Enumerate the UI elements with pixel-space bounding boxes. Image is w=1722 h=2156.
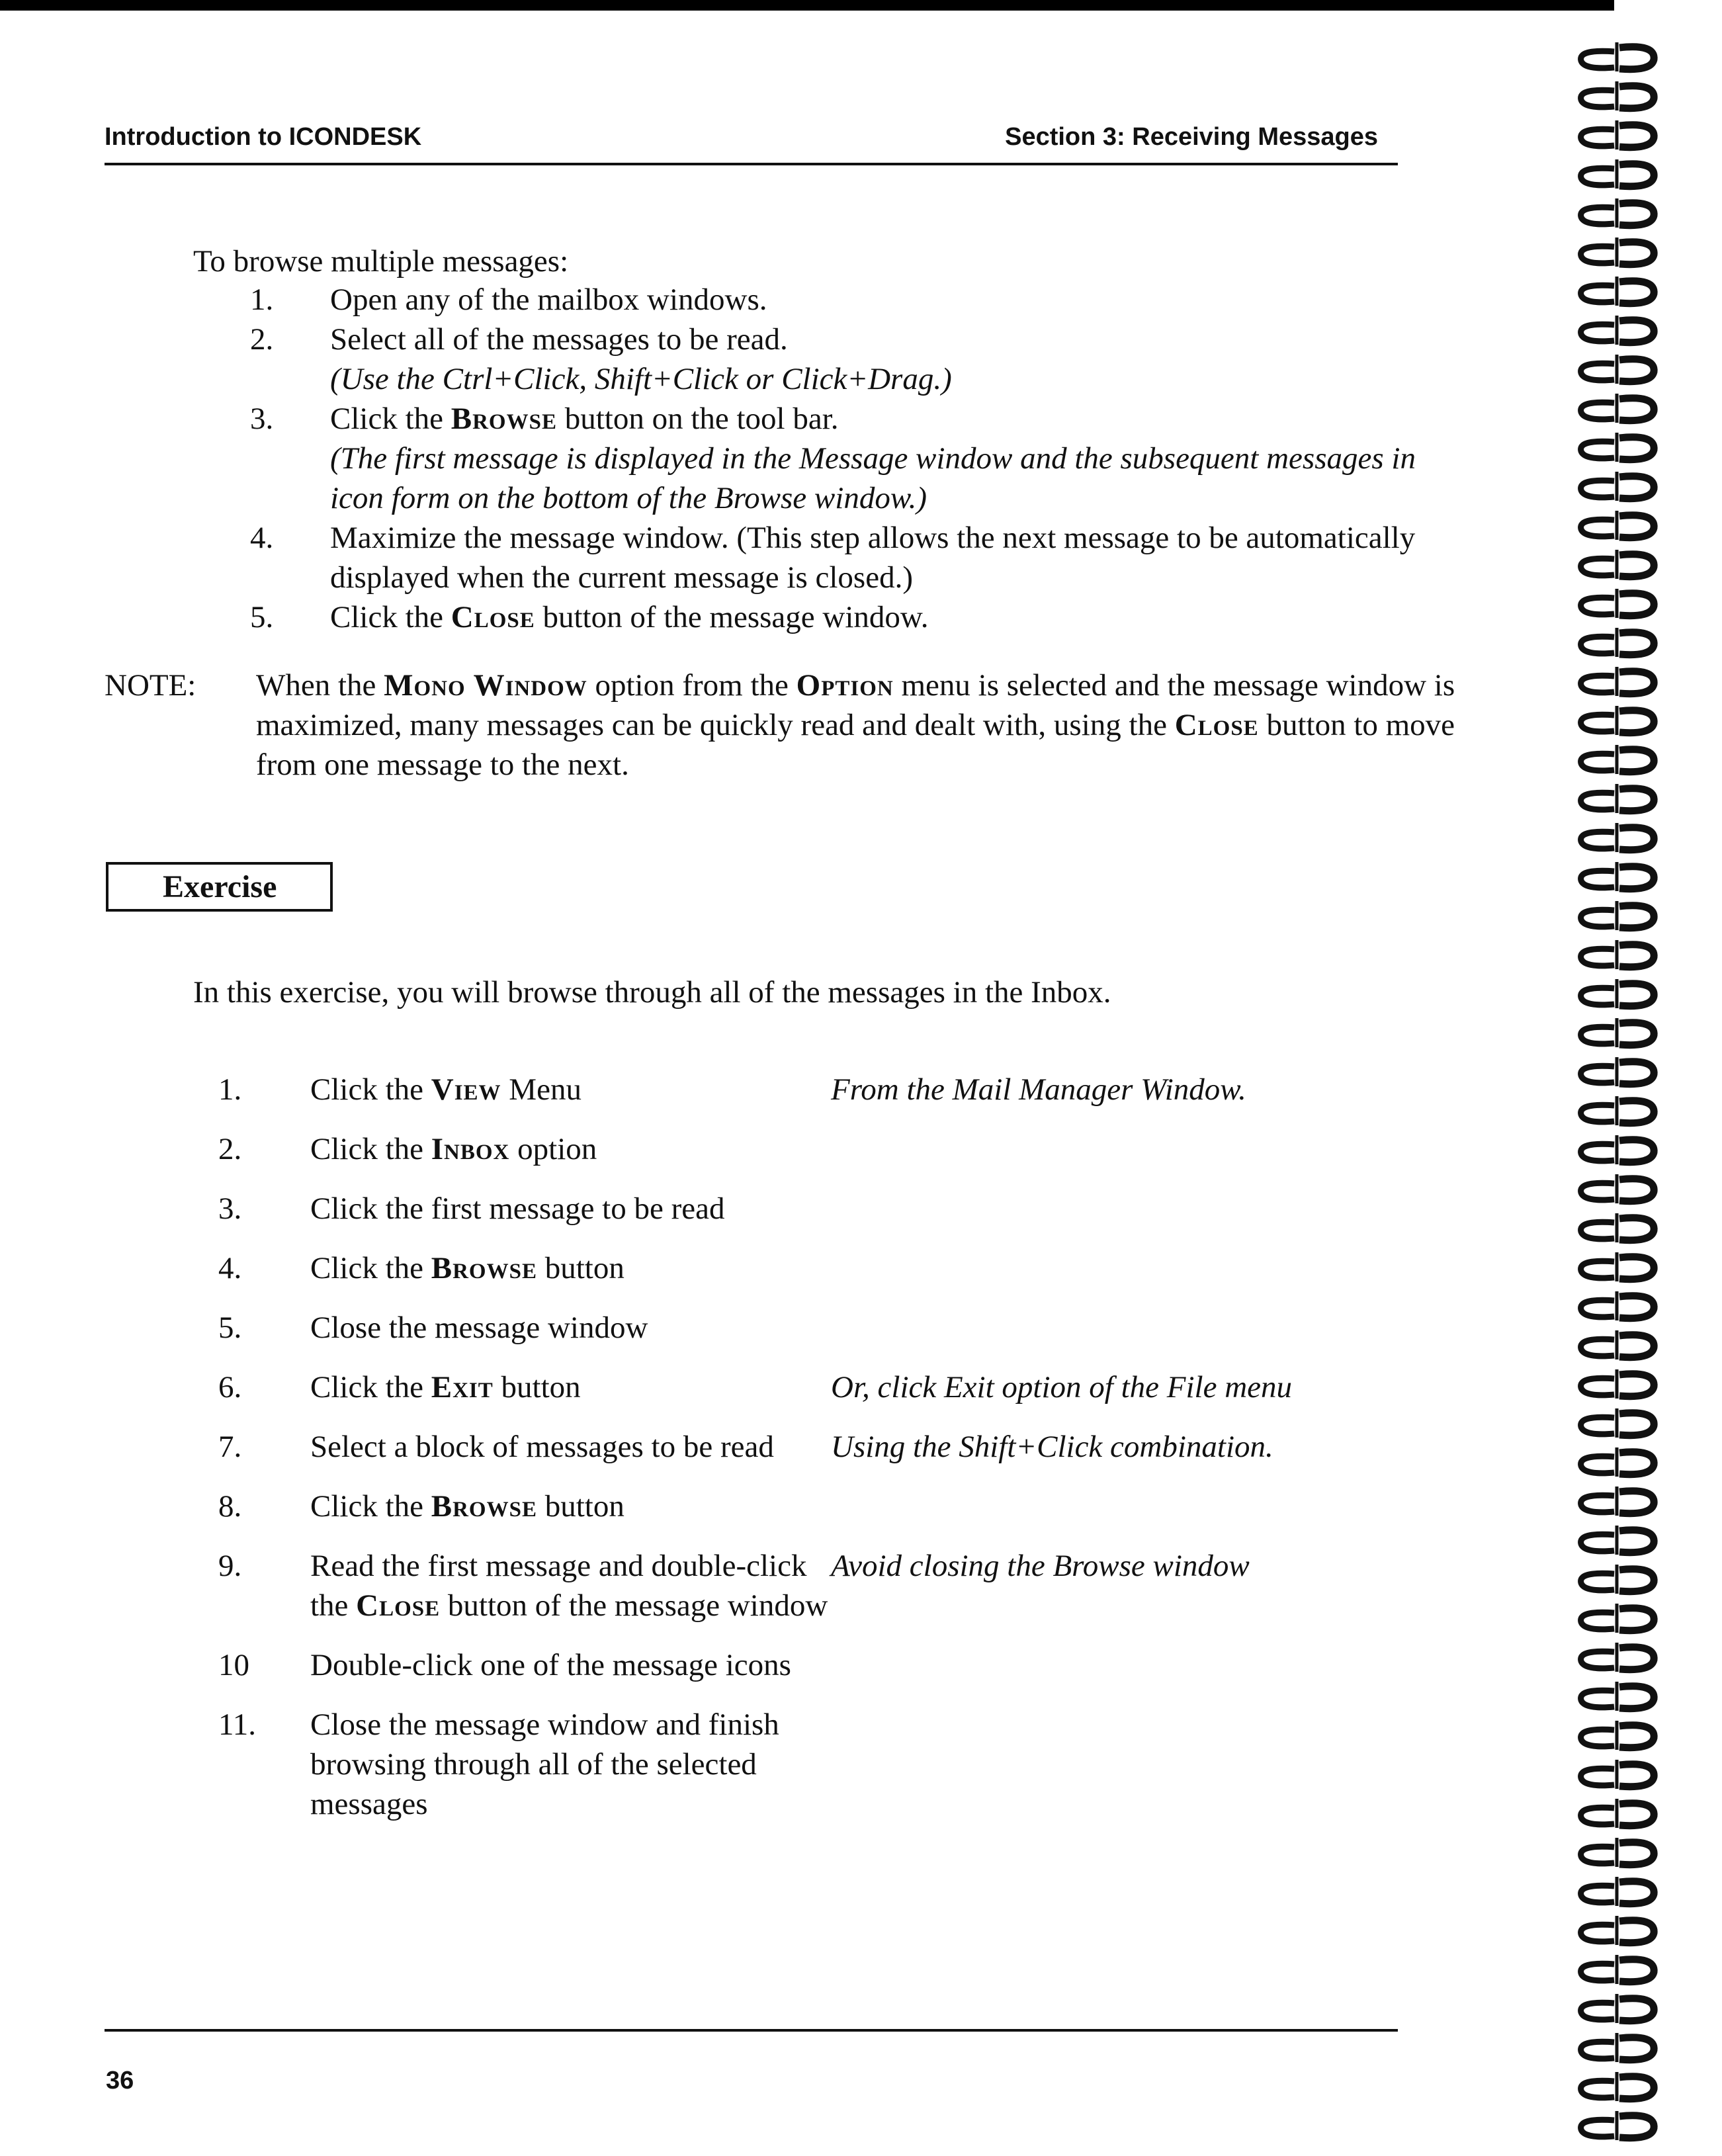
step-comment — [831, 1308, 1393, 1348]
step-instruction — [310, 1546, 831, 1625]
step-instruction — [310, 1308, 831, 1348]
step-number: 4. — [218, 1251, 242, 1285]
step-key: Close — [356, 1588, 441, 1623]
step-number: 1. — [218, 1072, 242, 1107]
step-text-pre: Double-click one of the message icons — [310, 1648, 791, 1682]
key-close: Close — [451, 600, 535, 634]
step-number: 9. — [218, 1549, 242, 1583]
step-note: (The first message is displayed in the Message window and the subsequent messages in icon form on the bottom of the Browse window.) — [330, 441, 1416, 515]
step-text-post: Menu — [501, 1072, 581, 1107]
step-number: 4. — [250, 521, 274, 555]
header-title: Introduction to ICONDESK — [105, 123, 422, 151]
browse-step — [250, 399, 1441, 518]
browse-steps — [250, 280, 1441, 637]
step-body — [330, 320, 1441, 399]
exercise-heading: Exercise — [163, 869, 277, 904]
step-number: 7. — [218, 1430, 242, 1464]
note-text-part: When the — [256, 668, 384, 703]
exercise-step — [218, 1129, 1442, 1169]
step-instruction — [310, 1705, 831, 1824]
step-text-pre: Close the message window — [310, 1311, 648, 1345]
step-text-pre: Click the — [330, 402, 451, 436]
step-text-pre: Click the — [310, 1132, 431, 1166]
step-comment — [831, 1129, 1393, 1169]
step-instruction — [310, 1248, 831, 1288]
step-number: 10 — [218, 1648, 249, 1682]
spiral-binding — [1568, 26, 1680, 2153]
step-text-pre: Select a block of messages to be read — [310, 1430, 774, 1464]
browse-step — [250, 597, 1441, 637]
step-text-pre: Click the — [310, 1370, 431, 1404]
step-instruction — [310, 1645, 831, 1685]
step-number: 2. — [250, 322, 274, 357]
step-number: 8. — [218, 1489, 242, 1524]
step-text-pre: Click the — [330, 600, 451, 634]
step-number: 2. — [218, 1132, 242, 1166]
step-body — [330, 597, 1441, 637]
step-text-post: button of the message window. — [535, 600, 929, 634]
step-text-pre: Close the message window and finish browsing through all of the selected messages — [310, 1707, 779, 1821]
step-number: 6. — [218, 1370, 242, 1404]
step-text-post: button on the tool bar. — [556, 402, 839, 436]
step-text-pre: Click the — [310, 1489, 431, 1524]
step-number: 3. — [218, 1191, 242, 1226]
exercise-step — [218, 1248, 1442, 1288]
step-comment: From the Mail Manager Window. — [831, 1072, 1246, 1107]
exercise-step — [218, 1546, 1442, 1625]
page-top-edge — [0, 0, 1614, 11]
step-comment — [831, 1705, 1393, 1824]
note-block — [105, 666, 1467, 785]
step-comment: Or, click Exit option of the File menu — [831, 1370, 1292, 1404]
running-header — [105, 123, 1398, 165]
note-text-part: button to move from one message to the next. — [256, 708, 1455, 782]
step-instruction — [310, 1367, 831, 1407]
exercise-step — [218, 1189, 1442, 1229]
step-comment — [831, 1248, 1393, 1288]
exercise-intro: In this exercise, you will browse through all of the messages in the Inbox. — [193, 975, 1111, 1010]
step-number: 11. — [218, 1707, 257, 1742]
step-number: 5. — [250, 600, 274, 634]
step-text-pre: Click the first message to be read — [310, 1191, 725, 1226]
key-mono-window: Mono Window — [384, 668, 587, 703]
step-text-pre: Click the — [310, 1251, 431, 1285]
step-text-pre: Read the first message and double-click the — [310, 1549, 807, 1623]
step-note: (Use the Ctrl+Click, Shift+Click or Click+Drag.) — [330, 362, 952, 396]
note-text-part: option from the — [587, 668, 796, 703]
exercise-steps — [218, 1070, 1442, 1844]
page-number: 36 — [106, 2067, 134, 2094]
step-instruction — [310, 1487, 831, 1526]
step-instruction — [310, 1070, 831, 1109]
exercise-step — [218, 1705, 1442, 1824]
exercise-step — [218, 1308, 1442, 1348]
step-text: Select all of the messages to be read. — [330, 322, 788, 357]
step-key: View — [431, 1072, 501, 1107]
step-key: Exit — [431, 1370, 494, 1404]
step-number: 5. — [218, 1311, 242, 1345]
browse-step — [250, 518, 1441, 597]
step-instruction — [310, 1427, 831, 1467]
step-comment — [831, 1645, 1393, 1685]
exercise-step — [218, 1070, 1442, 1109]
step-text-post: button — [537, 1489, 624, 1524]
step-key: Inbox — [431, 1132, 510, 1166]
key-browse: Browse — [451, 402, 557, 436]
step-comment — [831, 1487, 1393, 1526]
step-number: 3. — [250, 402, 274, 436]
step-text-post: button of the message window — [440, 1588, 828, 1623]
step-comment: Using the Shift+Click combination. — [831, 1430, 1273, 1464]
footer-rule — [105, 2029, 1398, 2032]
step-instruction — [310, 1129, 831, 1169]
step-body — [330, 399, 1441, 518]
step-text-pre: Click the — [310, 1072, 431, 1107]
step-key: Browse — [431, 1251, 537, 1285]
step-text-post: option — [509, 1132, 597, 1166]
step-text-post: button — [493, 1370, 581, 1404]
browse-intro: To browse multiple messages: — [193, 244, 569, 279]
note-text — [256, 666, 1467, 785]
step-comment — [831, 1189, 1393, 1229]
header-section: Section 3: Receiving Messages — [1005, 123, 1378, 151]
step-text: Maximize the message window. (This step allows the next message to be automatically displayed when the current message is closed.) — [330, 521, 1416, 595]
exercise-step — [218, 1427, 1442, 1467]
browse-step — [250, 320, 1441, 399]
step-comment: Avoid closing the Browse window — [831, 1549, 1250, 1583]
key-close: Close — [1174, 708, 1259, 742]
step-text-post: button — [537, 1251, 624, 1285]
step-text: Open any of the mailbox windows. — [330, 282, 767, 317]
step-number: 1. — [250, 282, 274, 317]
note-text-part: menu is selected and the message window is maximized, many messages can be quickly read and dealt with, using the — [256, 668, 1455, 742]
step-key: Browse — [431, 1489, 537, 1524]
exercise-step — [218, 1645, 1442, 1685]
note-label: NOTE: — [105, 668, 196, 703]
step-instruction — [310, 1189, 831, 1229]
exercise-step — [218, 1487, 1442, 1526]
key-option: Option — [796, 668, 894, 703]
exercise-heading-box — [106, 862, 333, 912]
browse-step — [250, 280, 1441, 320]
exercise-step — [218, 1367, 1442, 1407]
